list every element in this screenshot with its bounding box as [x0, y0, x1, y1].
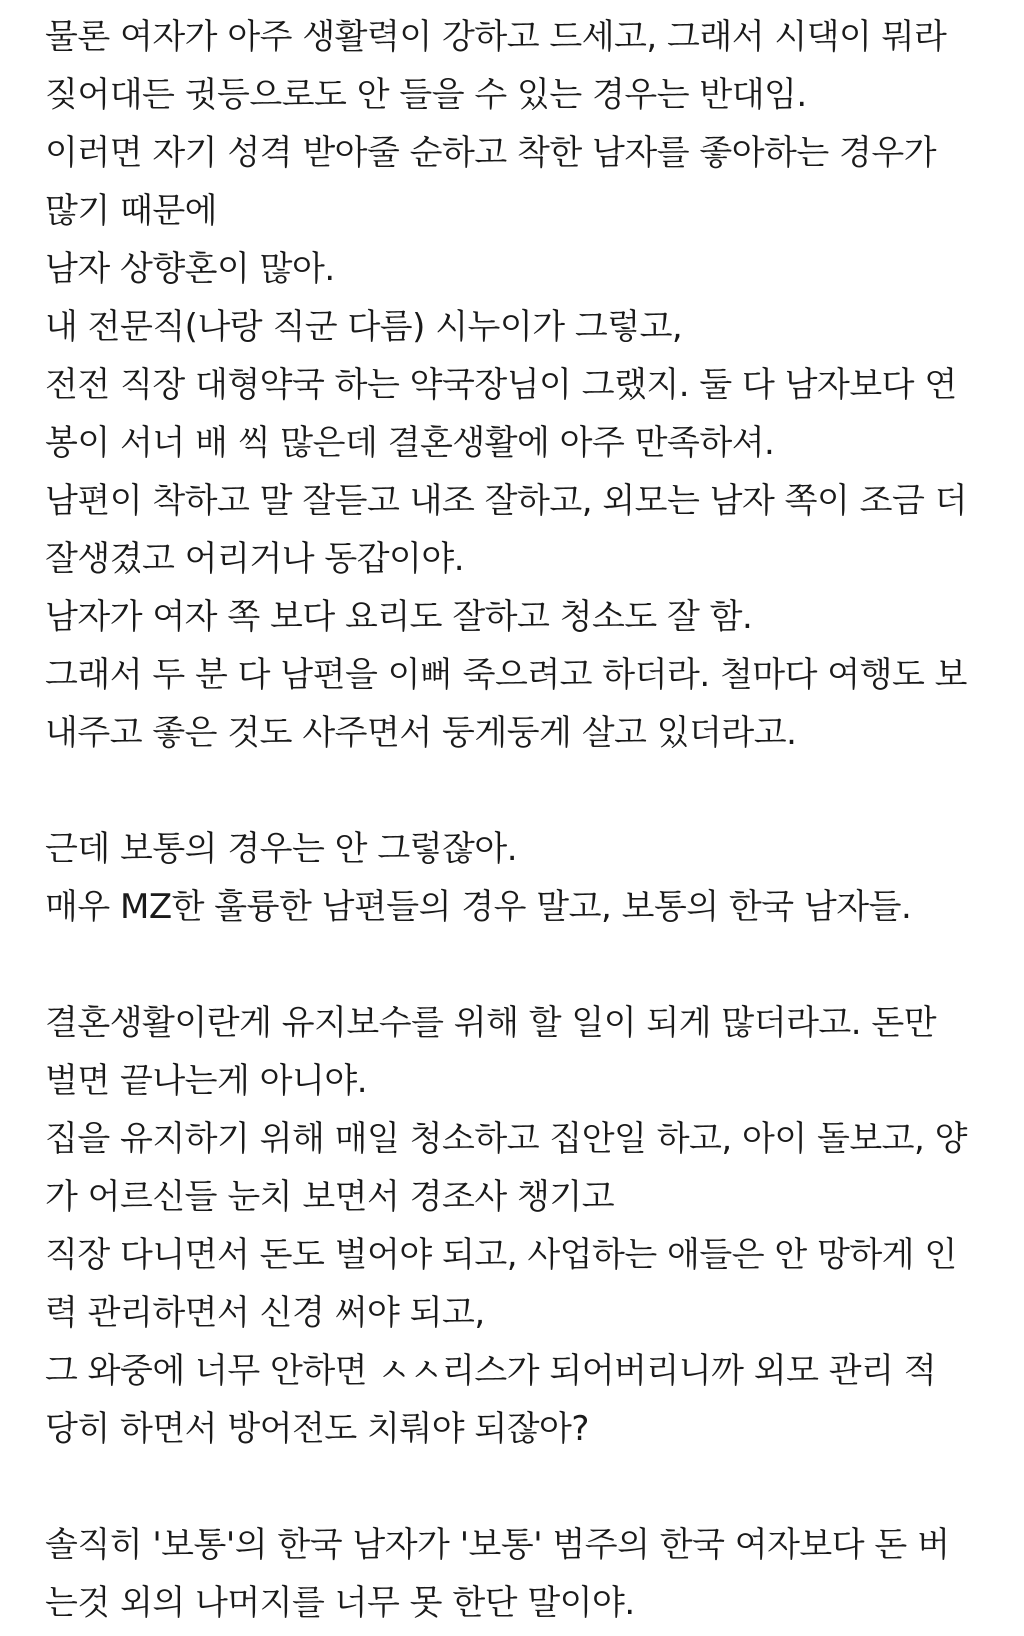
text-line: 남자 상향혼이 많아.: [45, 249, 335, 289]
text-line: 이러면 자기 성격 받아줄 순하고 착한 남자를 좋아하는 경우가: [45, 133, 937, 173]
blank-line: [45, 1458, 994, 1516]
text-line: 솔직히 '보통'의 한국 남자가 '보통' 범주의 한국 여자보다 돈 버: [45, 1525, 950, 1565]
text-line: 력 관리하면서 신경 써야 되고,: [45, 1293, 485, 1333]
text-line: 남자가 여자 쪽 보다 요리도 잘하고 청소도 잘 함.: [45, 597, 753, 637]
text-line: 집을 유지하기 위해 매일 청소하고 집안일 하고, 아이 돌보고, 양: [45, 1119, 967, 1159]
blank-line: [45, 762, 994, 820]
text-line: 잘생겼고 어리거나 동갑이야.: [45, 539, 465, 579]
text-line: 결혼생활이란게 유지보수를 위해 할 일이 되게 많더라고. 돈만: [45, 1003, 937, 1043]
text-line: 내 전문직(나랑 직군 다름) 시누이가 그렇고,: [45, 307, 683, 347]
text-line: 내주고 좋은 것도 사주면서 둥게둥게 살고 있더라고.: [45, 713, 797, 753]
text-line: 많기 때문에: [45, 191, 218, 231]
text-line: 매우 MZ한 훌륭한 남편들의 경우 말고, 보통의 한국 남자들.: [45, 887, 912, 927]
text-line: 는것 외의 나머지를 너무 못 한단 말이야.: [45, 1583, 635, 1623]
text-line: 당히 하면서 방어전도 치뤄야 되잖아?: [45, 1409, 589, 1449]
text-line: 그 와중에 너무 안하면 ㅅㅅ리스가 되어버리니까 외모 관리 적: [45, 1351, 937, 1391]
text-line: 짖어대든 귓등으로도 안 들을 수 있는 경우는 반대임.: [45, 75, 807, 115]
text-line: 가 어르신들 눈치 보면서 경조사 챙기고: [45, 1177, 615, 1217]
text-line: 물론 여자가 아주 생활력이 강하고 드세고, 그래서 시댁이 뭐라: [45, 17, 947, 57]
text-line: 벌면 끝나는게 아니야.: [45, 1061, 368, 1101]
text-line: 남편이 착하고 말 잘듣고 내조 잘하고, 외모는 남자 쪽이 조금 더: [45, 481, 967, 521]
blank-line: [45, 936, 994, 994]
text-line: 근데 보통의 경우는 안 그렇잖아.: [45, 829, 518, 869]
text-line: 그래서 두 분 다 남편을 이뻐 죽으려고 하더라. 철마다 여행도 보: [45, 655, 967, 695]
text-line: 전전 직장 대형약국 하는 약국장님이 그랬지. 둘 다 남자보다 연: [45, 365, 957, 405]
text-line: 봉이 서너 배 씩 많은데 결혼생활에 아주 만족하셔.: [45, 423, 775, 463]
text-line: 직장 다니면서 돈도 벌어야 되고, 사업하는 애들은 안 망하게 인: [45, 1235, 957, 1275]
